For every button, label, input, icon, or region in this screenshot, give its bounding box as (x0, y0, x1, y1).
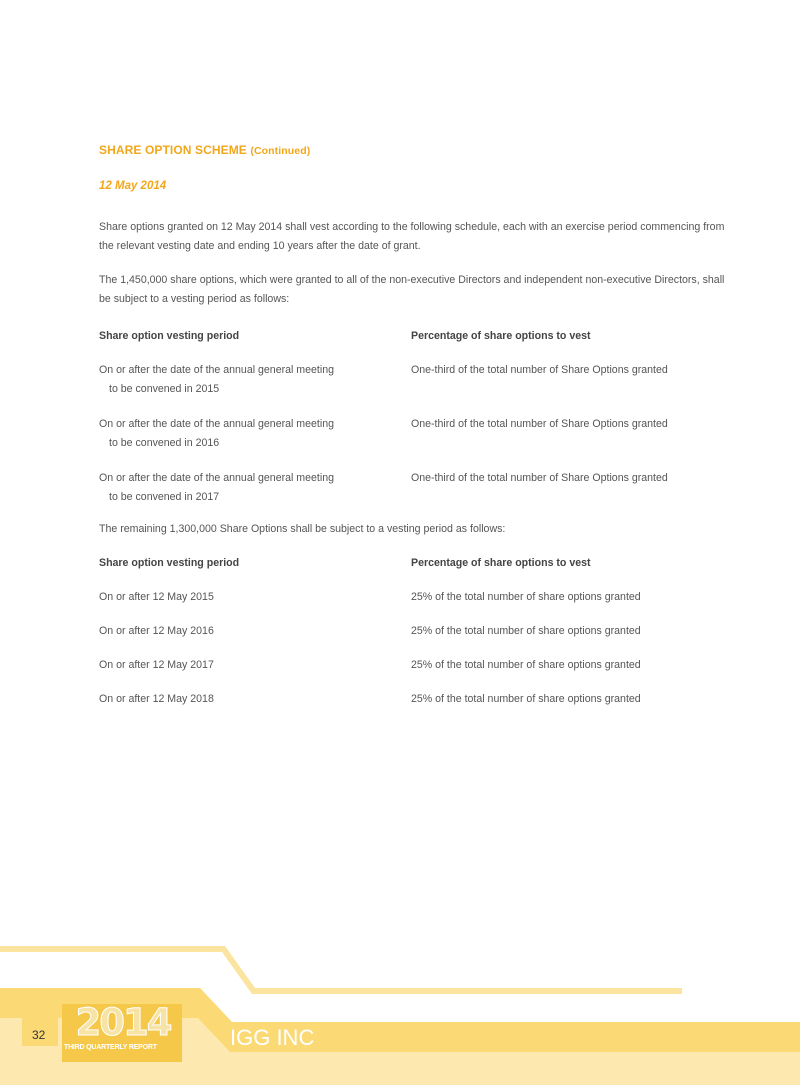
table-row (99, 690, 739, 724)
vesting-period-cell (99, 469, 389, 507)
period-line1: On or after the date of the annual general meeting (99, 472, 334, 484)
header-percentage: Percentage of share options to vest (411, 557, 591, 569)
percentage-cell: One-third of the total number of Share Options granted (411, 418, 668, 430)
percentage-cell: One-third of the total number of Share Options granted (411, 472, 668, 484)
percentage-cell: One-third of the total number of Share Options granted (411, 364, 668, 376)
header-vesting-period: Share option vesting period (99, 557, 240, 569)
table-row (99, 656, 739, 690)
report-logo-year: 2014 (75, 1001, 171, 1044)
header-percentage: Percentage of share options to vest (411, 330, 591, 342)
period-line2: to be convened in 2017 (109, 491, 220, 503)
intro-paragraph: Share options granted on 12 May 2014 shall vest according to the following schedule, each with an exercise period commencing from the relevant vesting date and ending 10 years after the date of grant. (99, 221, 725, 252)
directors-vesting-table (99, 327, 739, 523)
vesting-period-cell: On or after 12 May 2017 (99, 659, 214, 671)
continued-label: (Continued) (250, 145, 311, 157)
page-footer (0, 930, 800, 1085)
table-row (99, 415, 739, 469)
table-header-row (99, 327, 739, 361)
section-title-text: SHARE OPTION SCHEME (99, 143, 247, 157)
directors-paragraph: The 1,450,000 share options, which were granted to all of the non-executive Directors and independent non-executive Directors, shall be subject to a vesting period as follows: (99, 274, 725, 305)
period-line1: On or after the date of the annual general meeting (99, 364, 334, 376)
percentage-cell: 25% of the total number of share options granted (411, 591, 641, 603)
percentage-cell: 25% of the total number of share options granted (411, 625, 641, 637)
table-header-row (99, 554, 739, 588)
percentage-cell: 25% of the total number of share options granted (411, 693, 641, 705)
company-name: IGG INC (230, 1025, 315, 1050)
remaining-paragraph: The remaining 1,300,000 Share Options shall be subject to a vesting period as follows: (99, 523, 506, 535)
table-row (99, 588, 739, 622)
header-vesting-period: Share option vesting period (99, 330, 240, 342)
report-logo-subtitle: THIRD QUARTERLY REPORT (64, 1044, 157, 1051)
page-number: 32 (32, 1028, 46, 1042)
vesting-period-cell (99, 361, 389, 399)
subsection-title: 12 May 2014 (99, 180, 167, 192)
table-row (99, 361, 739, 415)
period-line2: to be convened in 2016 (109, 437, 220, 449)
period-line1: On or after the date of the annual general meeting (99, 418, 334, 430)
section-title (99, 143, 310, 157)
period-line2: to be convened in 2015 (109, 383, 220, 395)
remaining-vesting-table (99, 554, 739, 724)
vesting-period-cell: On or after 12 May 2015 (99, 591, 214, 603)
vesting-period-cell: On or after 12 May 2016 (99, 625, 214, 637)
vesting-period-cell: On or after 12 May 2018 (99, 693, 214, 705)
percentage-cell: 25% of the total number of share options granted (411, 659, 641, 671)
table-row (99, 469, 739, 523)
vesting-period-cell (99, 415, 389, 453)
table-row (99, 622, 739, 656)
